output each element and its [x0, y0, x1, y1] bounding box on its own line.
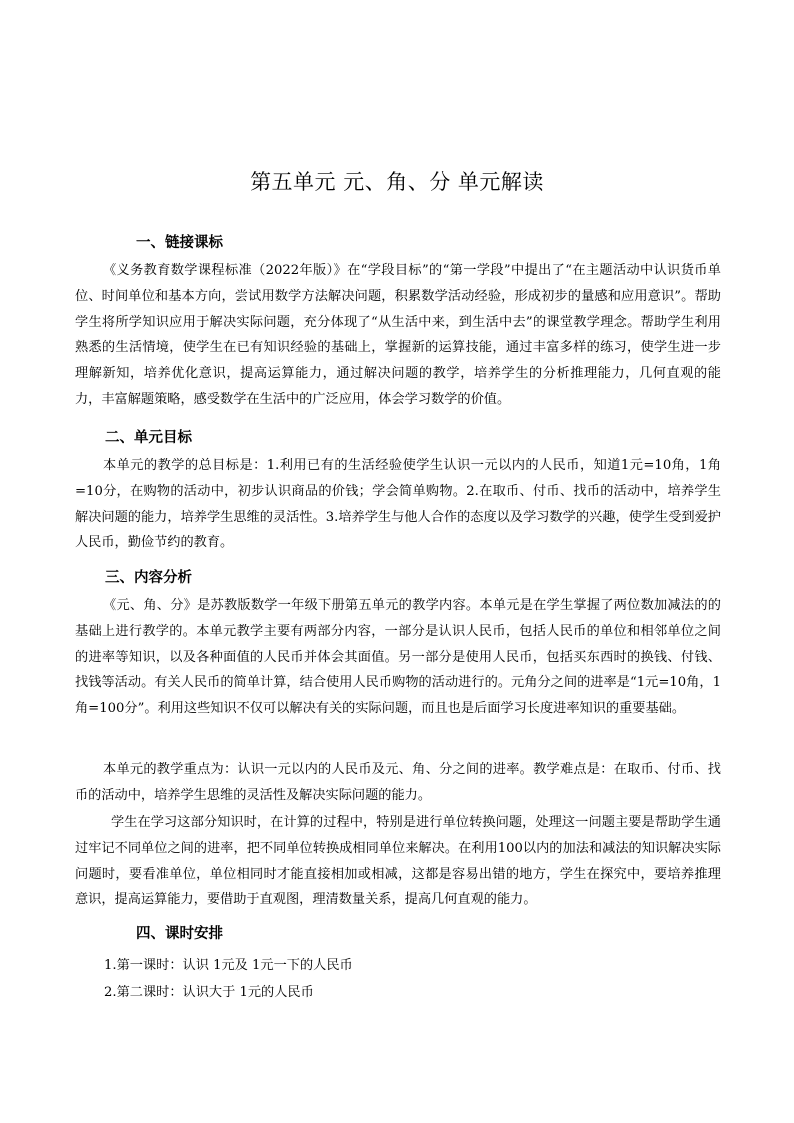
goals-paragraph: 本单元的教学的总目标是：1.利用已有的生活经验使学生认识一元以内的人民币，知道1元=10角，1角=10分，在购物的活动中，初步认识商品的价钱；学会简单购物。2.在取币、付币、找币的活动中，培养学生解决问题的能力，培养学生思维的灵活性。3.培养学生与他人合作的态度以及学习数学的兴趣，使学生受到爱护人民币，勤俭节约的教育。	[75, 458, 721, 551]
content-analysis-paragraph-2: 本单元的教学重点为：认识一元以内的人民币及元、角、分之间的进率。教学难点是：在取币、付币、找币的活动中，培养学生思维的灵活性及解决实际问题的能力。	[75, 762, 721, 803]
curriculum-paragraph: 《义务教育数学课程标准（2022年版）》在“学段目标”的“第一学段”中提出了“在主题活动中认识货币单位、时间单位和基本方向，尝试用数学方法解决问题，积累数学活动经验，形成初步的量感和应用意识”。帮助学生将所学知识应用于解决实际问题，充分体现了“从生活中来，到生活中去”的课堂教学理念。帮助学生利用熟悉的生活情境，使学生在已有知识经验的基础上，掌握新的运算技能，通过丰富多样的练习，使学生进一步理解新知，培养优化意识，提高运算能力，通过解决问题的教学，培养学生的分析推理能力，几何直观的能力，丰富解题策略，感受数学在生活中的广泛应用，体会学习数学的价值。	[75, 263, 721, 407]
content-analysis-paragraph-1: 《元、角、分》是苏教版数学一年级下册第五单元的教学内容。本单元是在学生掌握了两位数加减法的的基础上进行教学的。本单元教学主要有两部分内容，一部分是认识人民币，包括人民币的单位和相邻单位之间的进率等知识，以及各种面值的人民币并体会其面值。另一部分是使用人民币，包括买东西时的换钱、付钱、找钱等活动。有关人民币的简单计算，结合使用人民币购物的活动进行的。元角分之间的进率是“1元=10角，1角=100分”。利用这些知识不仅可以解决有关的实际问题，而且也是后面学习长度进率知识的重要基础。	[75, 598, 721, 717]
section-heading-schedule: 四、课时安排	[136, 926, 223, 942]
section-heading-goals: 二、单元目标	[105, 430, 192, 446]
content-analysis-paragraph-3: 学生在学习这部分知识时，在计算的过程中，特别是进行单位转换问题，处理这一问题主要是帮助学生通过牢记不同单位之间的进率，把不同单位转换成相同单位来解决。在利用100以内的加法和减法的知识解决实际问题时，要看准单位，单位相同时才能直接相加或相减，这都是容易出错的地方，学生在探究中，要培养推理意识，提高运算能力，要借助于直观图，理清数量关系，提高几何直观的能力。	[75, 815, 721, 908]
document-title: 第五单元 元、角、分 单元解读	[250, 170, 544, 194]
section-heading-content-analysis: 三、内容分析	[105, 570, 192, 586]
section-heading-curriculum: 一、链接课标	[136, 235, 223, 251]
schedule-item-1: 1.第一课时：认识 1元及 1元一下的人民币	[104, 958, 353, 973]
schedule-item-2: 2.第二课时：认识大于 1元的人民币	[104, 985, 314, 1000]
